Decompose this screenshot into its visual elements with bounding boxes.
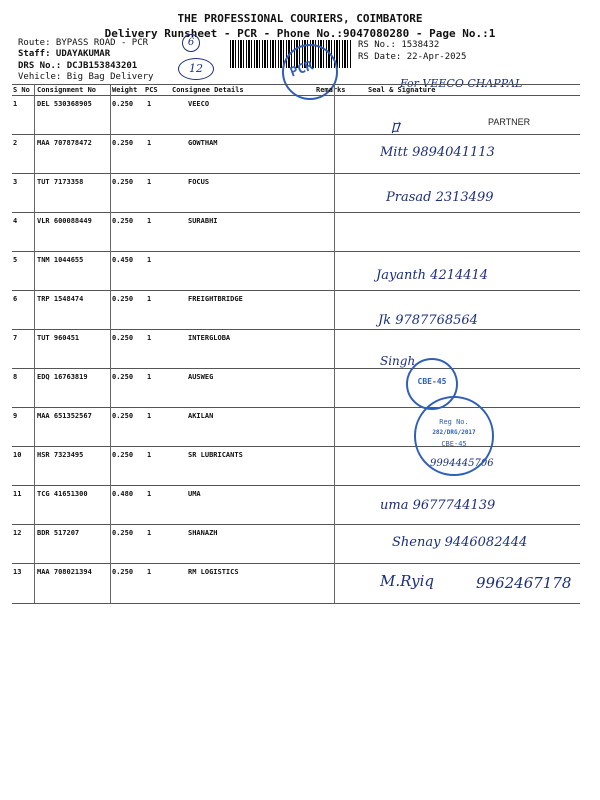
cell-pcs: 1 xyxy=(147,373,152,381)
cell-consignment: TNM 1044655 xyxy=(37,256,84,264)
col-consignee: Consignee Details xyxy=(172,86,244,94)
cell-sno: 6 xyxy=(13,295,18,303)
cell-consignee: AKILAN xyxy=(188,412,214,420)
cell-consignment: TRP 1548474 xyxy=(37,295,84,303)
cell-consignment: TUT 7173358 xyxy=(37,178,84,186)
row-divider xyxy=(12,173,580,174)
courier-stamp-top: PCR xyxy=(282,44,338,100)
company-seal-large: Reg No. 282/DRG/2017 CBE-45 xyxy=(414,396,494,476)
runsheet-subtitle: Delivery Runsheet - PCR - Phone No.:9047080280 - Page No.:1 xyxy=(104,27,496,40)
col-sno: S No xyxy=(13,86,30,94)
route-label: Route: BYPASS ROAD - PCR xyxy=(18,38,149,48)
cell-weight: 0.250 xyxy=(112,295,134,303)
signature-row13-phone: 9962467178 xyxy=(476,574,572,592)
drs-number: DRS No.: DCJB153843201 xyxy=(18,61,138,71)
row-divider xyxy=(12,134,580,135)
cell-consignment: MAA 708021394 xyxy=(37,568,92,576)
cell-sno: 7 xyxy=(13,334,18,342)
cell-consignee: UMA xyxy=(188,490,201,498)
cell-weight: 0.250 xyxy=(112,451,134,459)
cell-sno: 4 xyxy=(13,217,18,225)
row-divider xyxy=(12,563,580,564)
rs-date: RS Date: 22-Apr-2025 xyxy=(358,52,467,62)
signature-row10: 9994445706 xyxy=(430,458,494,469)
signature-row7: Singh xyxy=(380,354,416,368)
cell-pcs: 1 xyxy=(147,217,152,225)
row-divider xyxy=(12,212,580,213)
table-top-rule xyxy=(12,84,580,85)
cell-sno: 13 xyxy=(13,568,22,576)
cell-consignment: VLR 600088449 xyxy=(37,217,92,225)
row-divider xyxy=(12,524,580,525)
signature-row1: ﾛ xyxy=(390,118,399,139)
cell-weight: 0.250 xyxy=(112,139,134,147)
signature-row6: Jk 9787768564 xyxy=(378,313,478,328)
rs-number: RS No.: 1538432 xyxy=(358,40,440,50)
cell-weight: 0.450 xyxy=(112,256,134,264)
cell-weight: 0.250 xyxy=(112,334,134,342)
cell-consignment: BDR 517207 xyxy=(37,529,80,537)
cell-consignment: HSR 7323495 xyxy=(37,451,84,459)
cell-weight: 0.480 xyxy=(112,490,134,498)
cell-weight: 0.250 xyxy=(112,412,134,420)
cell-weight: 0.250 xyxy=(112,568,134,576)
cell-weight: 0.250 xyxy=(112,178,134,186)
cell-consignee: RM LOGISTICS xyxy=(188,568,239,576)
cell-consignment: DEL 530368905 xyxy=(37,100,92,108)
cell-consignee: SR LUBRICANTS xyxy=(188,451,243,459)
signature-row2: Mitt 9894041113 xyxy=(380,145,495,160)
cell-sno: 3 xyxy=(13,178,18,186)
cell-pcs: 1 xyxy=(147,568,152,576)
col-pcs: PCS xyxy=(145,86,158,94)
row-divider xyxy=(12,485,580,486)
staff-label: Staff: UDAYAKUMAR xyxy=(18,49,111,59)
cell-weight: 0.250 xyxy=(112,217,134,225)
row-divider xyxy=(12,368,580,369)
cell-weight: 0.250 xyxy=(112,529,134,537)
cell-pcs: 1 xyxy=(147,451,152,459)
cell-pcs: 1 xyxy=(147,490,152,498)
cell-consignee: FREIGHTBRIDGE xyxy=(188,295,243,303)
signature-row5: Jayanth 4214414 xyxy=(376,268,489,283)
cell-pcs: 1 xyxy=(147,139,152,147)
cell-pcs: 1 xyxy=(147,295,152,303)
handwritten-circled-12: 12 xyxy=(178,58,214,80)
cell-pcs: 1 xyxy=(147,178,152,186)
cell-sno: 8 xyxy=(13,373,18,381)
cell-pcs: 1 xyxy=(147,412,152,420)
cell-consignee: SURABHI xyxy=(188,217,218,225)
handwritten-for-note: For VEECO CHAPPAL xyxy=(400,77,523,90)
cell-sno: 1 xyxy=(13,100,18,108)
cell-consignee: SHANAZH xyxy=(188,529,218,537)
cell-sno: 5 xyxy=(13,256,18,264)
cell-pcs: 1 xyxy=(147,256,152,264)
vehicle-label: Vehicle: Big Bag Delivery xyxy=(18,72,154,82)
row-divider xyxy=(12,251,580,252)
partner-label: PARTNER xyxy=(488,117,531,127)
cell-consignee: AUSWEG xyxy=(188,373,214,381)
cell-pcs: 1 xyxy=(147,100,152,108)
col-seal-signature: Seal & Signature xyxy=(368,86,436,94)
cell-consignee: VEECO xyxy=(188,100,210,108)
cell-sno: 9 xyxy=(13,412,18,420)
col-remarks: Remarks xyxy=(316,86,346,94)
row-divider xyxy=(12,446,580,447)
cell-consignment: TUT 960451 xyxy=(37,334,80,342)
col-divider xyxy=(334,84,335,603)
cell-sno: 12 xyxy=(13,529,22,537)
cell-consignment: EDQ 16763819 xyxy=(37,373,88,381)
col-weight: Weight xyxy=(112,86,138,94)
cell-consignee: FOCUS xyxy=(188,178,210,186)
col-divider xyxy=(110,84,111,603)
cell-consignee: INTERGLOBA xyxy=(188,334,231,342)
cell-consignment: MAA 651352567 xyxy=(37,412,92,420)
row-divider xyxy=(12,290,580,291)
signature-row3: Prasad 2313499 xyxy=(386,190,494,205)
cell-sno: 2 xyxy=(13,139,18,147)
signature-row12: Shenay 9446082444 xyxy=(392,535,528,550)
company-seal-small: CBE-45 xyxy=(406,358,458,410)
cell-pcs: 1 xyxy=(147,529,152,537)
table-bottom-rule xyxy=(12,603,580,604)
cell-sno: 10 xyxy=(13,451,22,459)
col-consignment: Consignment No xyxy=(37,86,97,94)
cell-consignment: TCG 41651300 xyxy=(37,490,88,498)
cell-consignee: GOWTHAM xyxy=(188,139,218,147)
signature-row13-name: M.Ryiq xyxy=(380,572,435,590)
cell-weight: 0.250 xyxy=(112,100,134,108)
header-rule xyxy=(12,95,580,96)
cell-sno: 11 xyxy=(13,490,22,498)
handwritten-circled-6: 6 xyxy=(182,34,200,52)
row-divider xyxy=(12,407,580,408)
col-divider xyxy=(34,84,35,603)
signature-row11: uma 9677744139 xyxy=(380,498,496,513)
cell-weight: 0.250 xyxy=(112,373,134,381)
cell-consignment: MAA 707878472 xyxy=(37,139,92,147)
row-divider xyxy=(12,329,580,330)
cell-pcs: 1 xyxy=(147,334,152,342)
document-title: THE PROFESSIONAL COURIERS, COIMBATORE xyxy=(177,12,423,25)
